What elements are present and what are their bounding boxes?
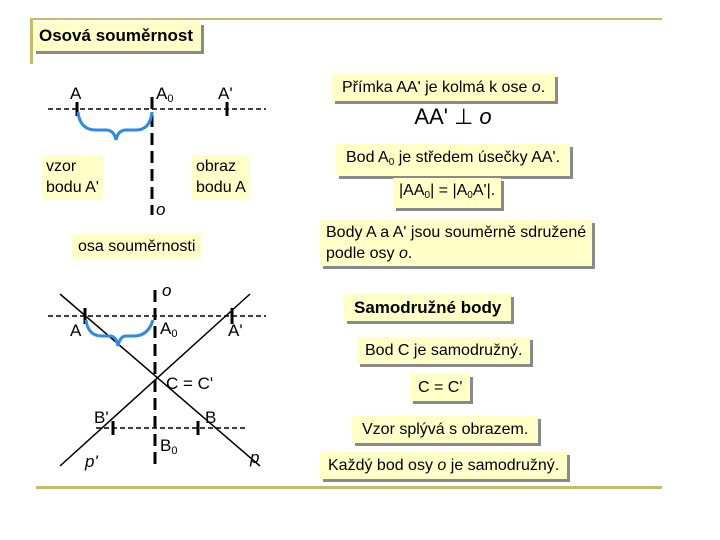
bottom-label-A: A — [70, 321, 82, 340]
top-label-A-prime: A' — [218, 84, 233, 103]
symmetric-line-1: Body A a A' jsou souměrně sdružené — [326, 224, 587, 241]
bottom-label-B: B — [205, 408, 217, 427]
perpendicular-formula: AA' ⊥ o — [404, 104, 502, 130]
coincide-statement: Vzor splývá s obrazem. — [352, 416, 538, 443]
bottom-label-B0: $B_0$ — [160, 436, 178, 457]
vzor-label: vzor bodu A' — [42, 155, 103, 199]
obraz-label: obraz bodu A — [192, 155, 250, 199]
bottom-label-A-prime: A' — [228, 321, 243, 340]
bottom-axis-o-label: o — [162, 281, 172, 300]
symmetric-statement — [320, 220, 592, 266]
top-label-A: A — [70, 84, 82, 103]
symmetric-line-2: podle osy o. — [326, 245, 413, 262]
axis-points-statement: Každý bod osy o je samodružný. — [320, 452, 567, 479]
top-label-A0: $A_0$ — [156, 84, 174, 105]
perpendicular-statement: Přímka AA' je kolmá k ose o. — [332, 74, 555, 101]
bottom-label-B-prime: B' — [94, 408, 109, 427]
bottom-brace — [86, 320, 153, 346]
top-brace — [78, 112, 152, 140]
invariant-c-statement: Bod C je samodružný. — [357, 337, 530, 364]
bottom-label-C: C = C' — [166, 374, 214, 393]
midpoint-statement: Bod $A_0$ je středem úsečky AA'. — [336, 144, 570, 176]
c-equals-statement: C = C' — [410, 374, 470, 401]
equality-statement: $|AA_0| = |A_0A'|$. — [393, 178, 501, 208]
bottom-label-A0: $A_0$ — [160, 319, 178, 340]
top-axis-o-label: o — [156, 200, 166, 219]
axis-caption: osa souměrnosti — [72, 234, 201, 259]
label-p: p — [250, 448, 260, 467]
slide-title: Osová souměrnost — [33, 22, 201, 51]
invariant-heading: Samodružné body — [344, 294, 511, 321]
label-p-prime: p' — [85, 452, 98, 471]
